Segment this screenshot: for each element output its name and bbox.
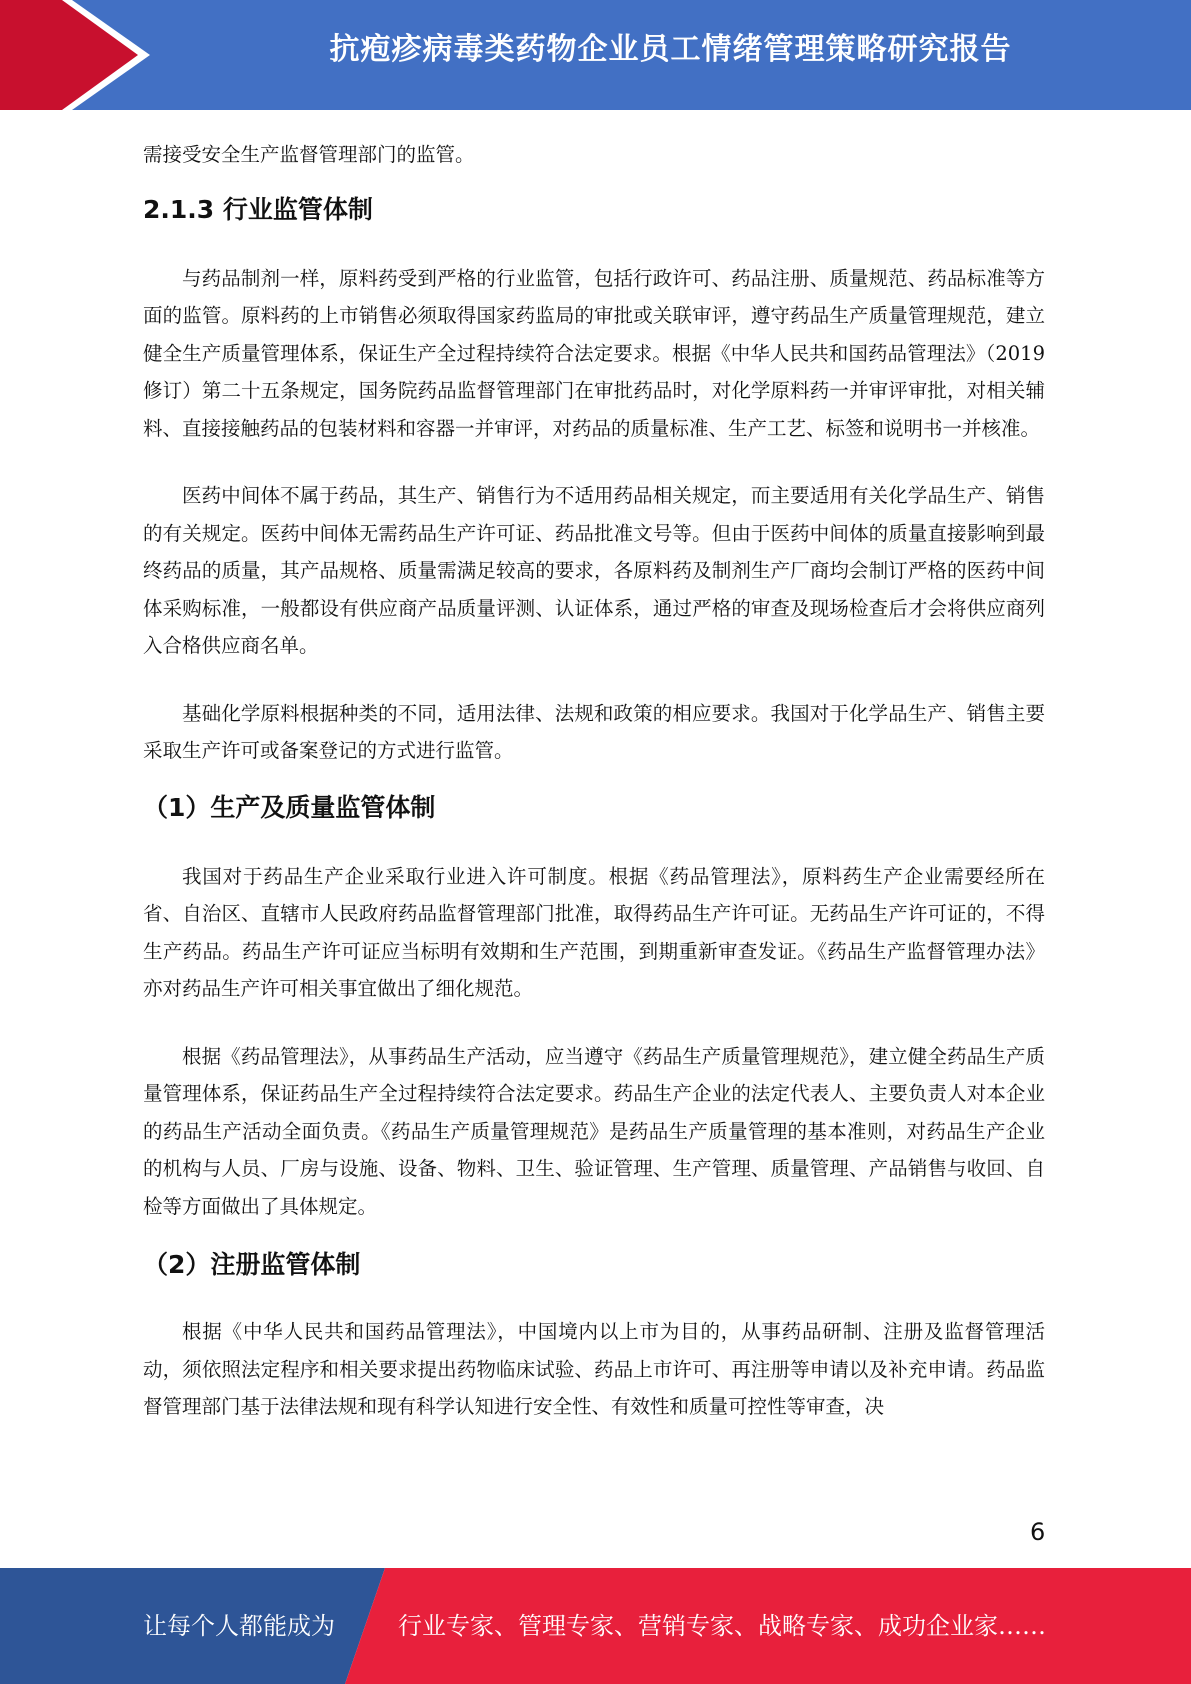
paragraph-basic-chemicals: 基础化学原料根据种类的不同，适用法律、法规和政策的相应要求。我国对于化学品生产、销售主要采取生产许可或备案登记的方式进行监管。 xyxy=(143,701,1045,762)
paragraph-intermediates: 医药中间体不属于药品，其生产、销售行为不适用药品相关规定，而主要适用有关化学品生产、销售的有关规定。医药中间体无需药品生产许可证、药品批准文号等。但由于医药中间体的质量直接影响到最终药品的质量，其产品规格、质量需满足较高的要求，各原料药及制剂生产厂商均会制订严格的医药中间体采购标准，一般都设有供应商产品质量评测、认证体系，通过严格的审查及现场检查后才会将供应商列入合格供应商名单。 xyxy=(143,484,1045,657)
page-footer xyxy=(0,1568,1191,1684)
subheading-production-quality: （1）生产及质量监管体制 xyxy=(143,792,436,822)
footer-slogan-left: 让每个人都能成为 xyxy=(143,1612,335,1640)
paragraph-api-regulation: 与药品制剂一样，原料药受到严格的行业监管，包括行政许可、药品注册、质量规范、药品标准等方面的监管。原料药的上市销售必须取得国家药监局的审批或关联审评，遵守药品生产质量管理规范，建立健全生产质量管理体系，保证生产全过程持续符合法定要求。根据《中华人民共和国药品管理法》（2019 修订）第二十五条规定，国务院药品监督管理部门在审批药品时，对化学原料药一并审评审批，对相关辅料、直接接触药品的包装材料和容器一并审评，对药品的质量标准、生产工艺、标签和说明书一并核准。 xyxy=(143,266,1045,440)
paragraph-continued: 需接受安全生产监督管理部门的监管。 xyxy=(143,143,475,166)
paragraph-registration: 根据《中华人民共和国药品管理法》，中国境内以上市为目的，从事药品研制、注册及监督管理活动，须依照法定程序和相关要求提出药物临床试验、药品上市许可、再注册等申请以及补充申请。药品监督管理部门基于法律法规和现有科学认知进行安全性、有效性和质量可控性等审查，决 xyxy=(143,1320,1045,1418)
subheading-registration: （2）注册监管体制 xyxy=(143,1250,361,1279)
header-title: 抗疱疹病毒类药物企业员工情绪管理策略研究报告 xyxy=(329,32,1012,67)
document-body xyxy=(143,136,1045,1426)
footer-slogan-right: 行业专家、管理专家、营销专家、战略专家、成功企业家…… xyxy=(398,1612,1046,1640)
paragraph-production-license: 我国对于药品生产企业采取行业进入许可制度。根据《药品管理法》，原料药生产企业需要经所在省、自治区、直辖市人民政府药品监督管理部门批准，取得药品生产许可证。无药品生产许可证的，不得生产药品。药品生产许可证应当标明有效期和生产范围，到期重新审查发证。《药品生产监督管理办法》亦对药品生产许可相关事宜做出了细化规范。 xyxy=(143,864,1045,1000)
paragraph-gmp: 根据《药品管理法》，从事药品生产活动，应当遵守《药品生产质量管理规范》，建立健全药品生产质量管理体系，保证药品生产全过程持续符合法定要求。药品生产企业的法定代表人、主要负责人对本企业的药品生产活动全面负责。《药品生产质量管理规范》是药品生产质量管理的基本准则，对药品生产企业的机构与人员、厂房与设施、设备、物料、卫生、验证管理、生产管理、质量管理、产品销售与收回、自检等方面做出了具体规定。 xyxy=(143,1044,1045,1218)
page-number: 6 xyxy=(1030,1518,1046,1546)
section-heading-2-1-3: 2.1.3 行业监管体制 xyxy=(143,194,373,224)
page-header xyxy=(0,0,1191,110)
